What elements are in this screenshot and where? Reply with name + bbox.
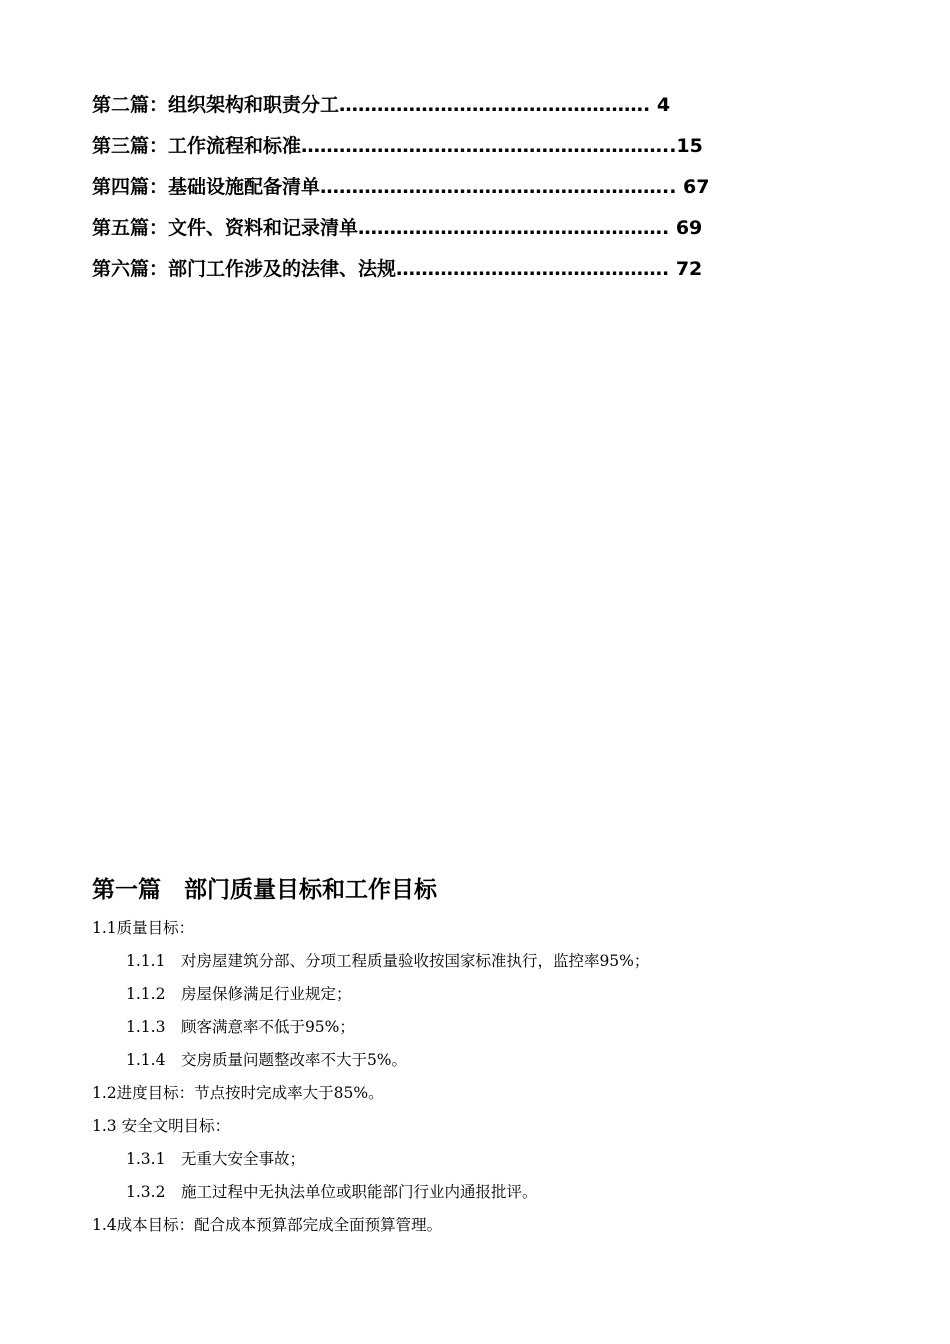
toc-entry-chapter-2[interactable]: 第二篇：组织架构和职责分工…………………………………………. 4	[92, 94, 671, 116]
goal-item-1-1-3: 1.1.3 顾客满意率不低于95%；	[126, 1018, 355, 1036]
goal-item-1-3-2: 1.3.2 施工过程中无执法单位或职能部门行业内通报批评。	[126, 1183, 538, 1201]
toc-entry-chapter-4[interactable]: 第四篇：基础设施配备清单……………………………………………….. 67	[92, 176, 710, 198]
toc-entry-chapter-6[interactable]: 第六篇：部门工作涉及的法律、法规……………………………………. 72	[92, 258, 703, 280]
goal-item-1-1-1: 1.1.1 对房屋建筑分部、分项工程质量验收按国家标准执行，监控率95%；	[126, 952, 650, 970]
toc-entry-chapter-5[interactable]: 第五篇：文件、资料和记录清单…………………………………………. 69	[92, 217, 703, 239]
goal-heading-cost: 1.4成本目标：配合成本预算部完成全面预算管理。	[92, 1216, 443, 1234]
goal-item-1-3-1: 1.3.1 无重大安全事故；	[126, 1150, 305, 1168]
toc-entry-chapter-3[interactable]: 第三篇：工作流程和标准…………………………………………………..15	[92, 135, 703, 157]
chapter-1-section	[92, 870, 872, 1242]
goal-heading-quality: 1.1质量目标：	[92, 919, 195, 937]
goal-heading-schedule: 1.2进度目标：节点按时完成率大于85%。	[92, 1084, 384, 1102]
goal-item-1-1-2: 1.1.2 房屋保修满足行业规定；	[126, 985, 352, 1003]
chapter-title: 第一篇 部门质量目标和工作目标	[92, 877, 437, 903]
table-of-contents	[92, 90, 772, 295]
goal-heading-safety: 1.3 安全文明目标：	[92, 1117, 231, 1135]
goal-item-1-1-4: 1.1.4 交房质量问题整改率不大于5%。	[126, 1051, 408, 1069]
